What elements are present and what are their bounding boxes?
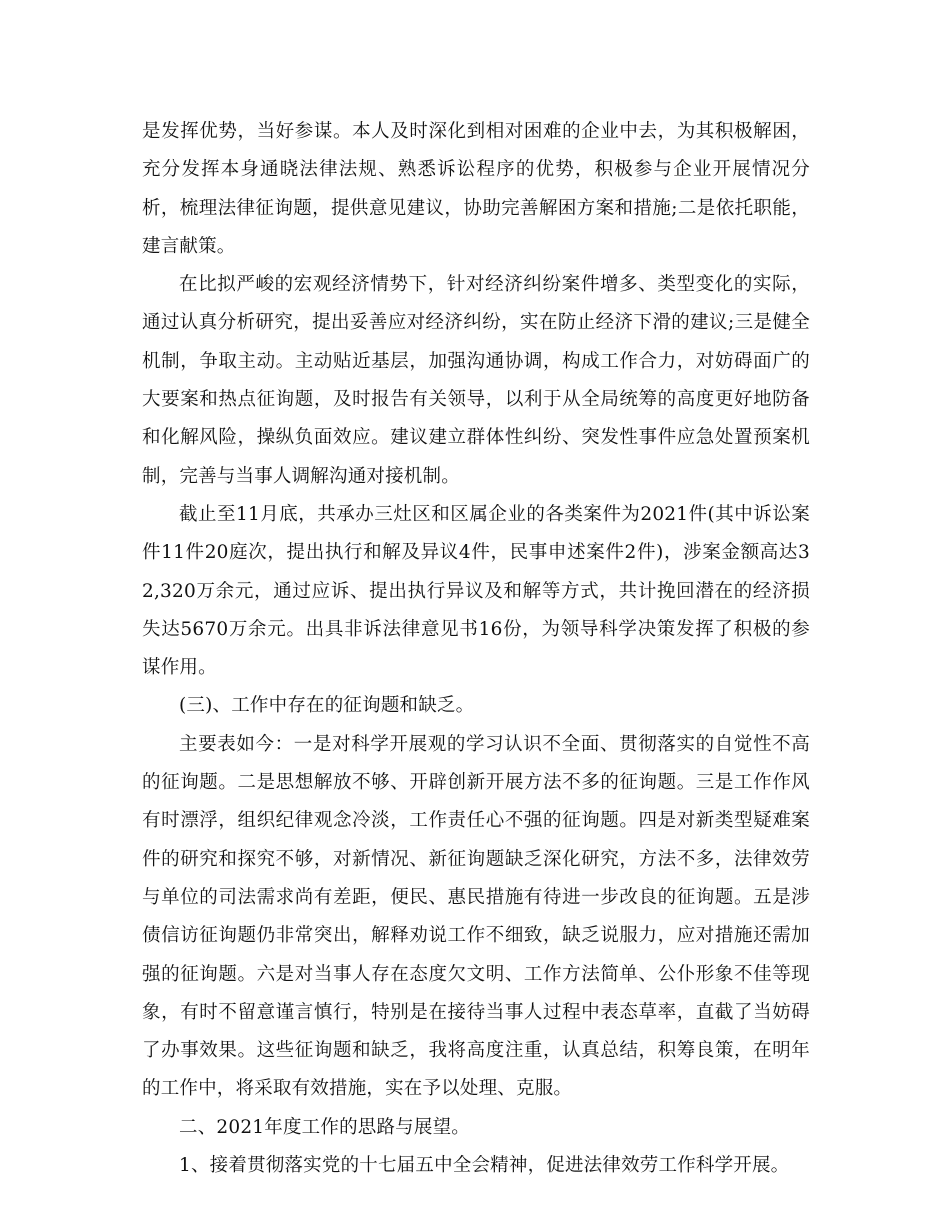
paragraph-1: 是发挥优势，当好参谋。本人及时深化到相对困难的企业中去，为其积极解困，充分发挥本身通晓法律法规、熟悉诉讼程序的优势，积极参与企业开展情况分析，梳理法律征询题，提供意见建议，协助完善解困方案和措施;二是依托职能，建言献策。 xyxy=(142,121,810,257)
paragraph-5: 主要表如今：一是对科学开展观的学习认识不全面、贯彻落实的自觉性不高的征询题。二是思想解放不够、开辟创新开展方法不多的征询题。三是工作作风有时漂浮，组织纪律观念冷淡，工作责任心不强的征询题。四是对新类型疑难案件的研究和探究不够，对新情况、新征询题缺乏深化研究，方法不多，法律效劳与单位的司法需求尚有差距，便民、惠民措施有待进一步改良的征询题。五是涉债信访征询题仍非常突出，解释劝说工作不细致，缺乏说服力，应对措施还需加强的征询题。六是对当事人存在态度欠文明、工作方法简单、公仆形象不佳等现象，有时不留意谨言慎行，特别是在接待当事人过程中表态草率，直截了当妨碍了办事效果。这些征询题和缺乏，我将高度注重，认真总结，积筹良策，在明年的工作中，将采取有效措施，实在予以处理、克服。 xyxy=(142,733,810,1100)
section-heading-problems: (三)、工作中存在的征询题和缺乏。 xyxy=(179,695,475,717)
paragraph-2: 在比拟严峻的宏观经济情势下，针对经济纠纷案件增多、类型变化的实际，通过认真分析研究，提出妥善应对经济纠纷，实在防止经济下滑的建议;三是健全机制，争取主动。主动贴近基层，加强沟通协调，构成工作合力，对妨碍面广的大要案和热点征询题，及时报告有关领导，以利于从全局统筹的高度更好地防备和化解风险，操纵负面效应。建议建立群体性纠纷、突发性事件应急处置预案机制，完善与当事人调解沟通对接机制。 xyxy=(142,274,810,487)
list-item-1: 1、接着贯彻落实党的十七届五中全会精神，促进法律效劳工作科学开展。 xyxy=(179,1155,790,1177)
document-page xyxy=(142,113,810,1185)
section-heading-outlook: 二、2021年度工作的思路与展望。 xyxy=(179,1116,470,1138)
paragraph-3: 截止至11月底，共承办三灶区和区属企业的各类案件为2021件(其中诉讼案件11件20庭次，提出执行和解及异议4件，民事申述案件2件)，涉案金额高达32,320万余元，通过应诉、提出执行异议及和解等方式，共计挽回潜在的经济损失达5670万余元。出具非诉法律意见书16份，为领导科学决策发挥了积极的参谋作用。 xyxy=(142,503,810,679)
